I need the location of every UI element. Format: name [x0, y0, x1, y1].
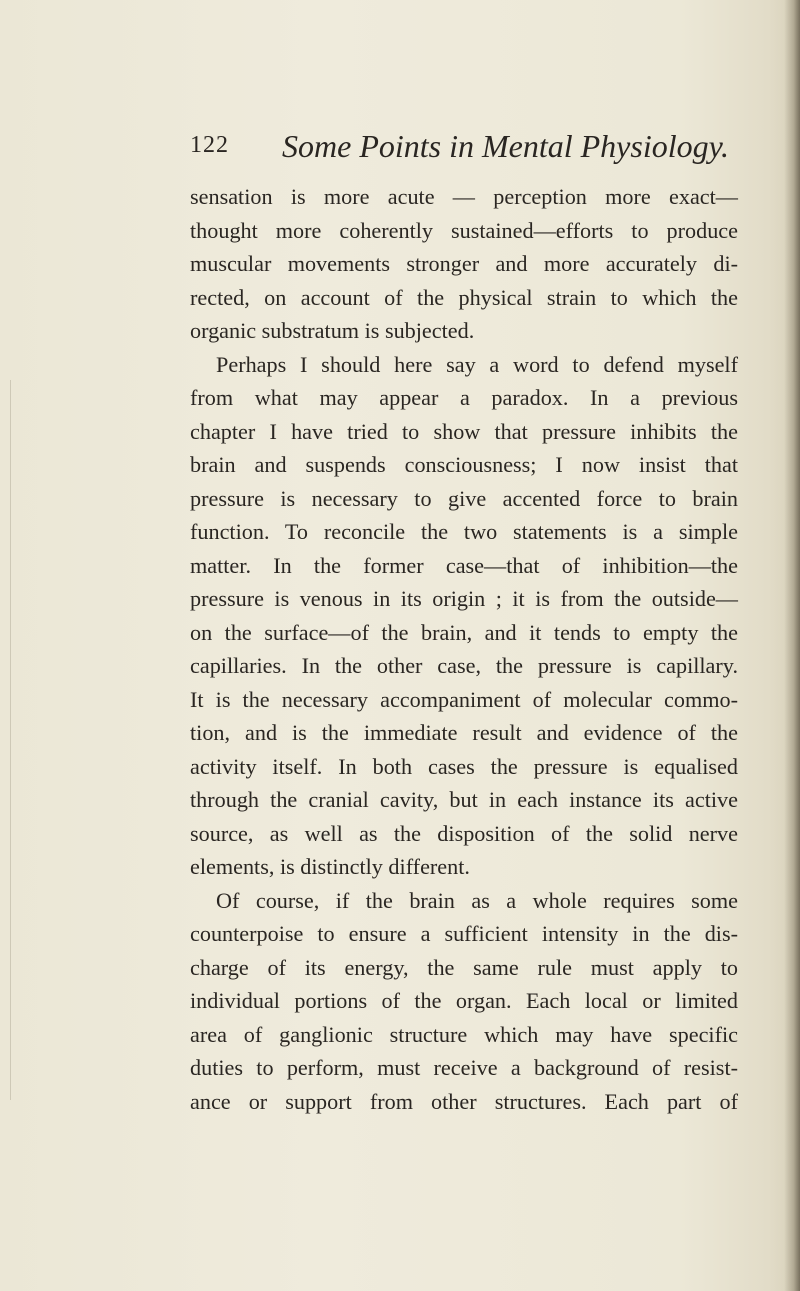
text-line: rected, on account of the physical strain to which the [190, 284, 738, 310]
body-text [190, 180, 738, 1118]
text-line: brain and suspends consciousness; I now insist that [190, 452, 738, 477]
text-line: duties to perform, must receive a background of resist- [190, 1055, 738, 1080]
text-line: matter. In the former case—that of inhibition—the [190, 552, 738, 578]
text-line: capillaries. In the other case, the pressure is capillary. [190, 653, 738, 678]
page-edge-shadow [784, 0, 800, 1291]
text-line: from what may appear a paradox. In a previous [190, 385, 738, 410]
text-line: counterpoise to ensure a sufficient intensity in the dis- [190, 921, 738, 946]
text-line: function. To reconcile the two statements is a simple [190, 519, 738, 544]
text-line: area of ganglionic structure which may have specific [190, 1021, 738, 1047]
text-line: through the cranial cavity, but in each instance its active [190, 787, 738, 812]
text-line: activity itself. In both cases the pressure is equalised [190, 753, 738, 779]
text-line: ance or support from other structures. Each part of [190, 1088, 738, 1114]
text-line: thought more coherently sustained—efforts to produce [190, 217, 738, 243]
text-line: source, as well as the disposition of the solid nerve [190, 820, 738, 846]
text-line: sensation is more acute — perception more exact— [190, 184, 738, 209]
running-title: Some Points in Mental Physiology. [282, 128, 730, 164]
text-line: organic substratum is subjected. [190, 318, 475, 343]
text-line: Of course, if the brain as a whole requires some [216, 887, 738, 913]
text-line: It is the necessary accompaniment of molecular commo- [190, 686, 738, 712]
page-crease [10, 380, 11, 1100]
text-line: elements, is distinctly different. [190, 854, 470, 879]
text-line: individual portions of the organ. Each local or limited [190, 988, 738, 1013]
page-number: 122 [190, 132, 229, 158]
page-header [190, 128, 730, 172]
text-line: tion, and is the immediate result and evidence of the [190, 720, 738, 745]
text-line: charge of its energy, the same rule must apply to [190, 954, 738, 980]
text-line: on the surface—of the brain, and it tends to empty the [190, 619, 738, 645]
text-line: pressure is necessary to give accented force to brain [190, 485, 738, 511]
text-line: pressure is venous in its origin ; it is from the outside— [190, 586, 738, 611]
text-line: muscular movements stronger and more accurately di- [190, 251, 738, 276]
text-line: chapter I have tried to show that pressure inhibits the [190, 418, 738, 444]
text-line: Perhaps I should here say a word to defend myself [216, 351, 738, 377]
